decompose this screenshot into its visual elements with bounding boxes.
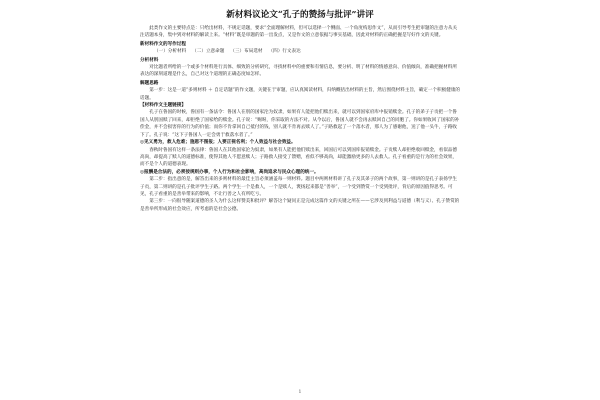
step1-paragraph: 第一步：这是一道“多则材料 ＋ 自定话题”的作文题，关键在于审题，应认真阅读材料，归纳概括出材料的主旨，然后围绕材料主旨，确定一个积极健康的话题。 (140, 88, 460, 101)
thought-line-1: ◎见义勇为，救人危难；施恩不图报；人要正视名利；个人效益与社会效益。 (140, 140, 296, 146)
step-item: （三）布局选材 (230, 49, 263, 55)
step3-paragraph: 第三步：一向很导随案道德的圣人为什么这样赞美和批评？解答这个疑问正是完成这篇作文的关键之所在——它涉及到利益与道德（利与义）、孔子赞赏的是善举所形成的社会效应，所考虑的是社会公德。 (140, 199, 460, 212)
section-heading-writing-process: 新材料作文的写作过程 (140, 41, 186, 47)
step2-paragraph: 第二步：指出意的是，解答出来的多则材料的最佳主旨必须涵盖每一则材料。题目中两则材料讲了孔子及其弟子的两个故事，第一则讲的是孔子表扬学生子贡，第二则讲的是孔子批评学生子路。两个学生一个是救人，一个是赎人，褒扬起来都是“善举”，一个受到赞赏一个受到批评，背后的原因值得思考。可见，孔子看重的是善举带来的影响，不让行善之人有所吃亏。 (140, 177, 457, 197)
analysis2-paragraph: 春秋时鲁国有这样一条法律：鲁国人在其他国家沦为奴隶，如果有人能把他们赎出来，回国后可以到国库报销赎金。子贡赎人却拒绝收回赎金，看似品德高尚，却提高了赎人的道德标准，使得其他人不愿意赎人；子路救人接受了馈赠，看似不够高尚，却能激励更多的人去救人。孔子看重的是行为的社会效果，而不是个人的道德表现。 (140, 147, 457, 168)
document-title: 新材料议论文“孔子的赞扬与批评”讲评 (226, 10, 374, 20)
page-number: 1 (298, 389, 302, 395)
steps-list (140, 48, 460, 55)
step-item: （二）立意命题 (192, 49, 225, 55)
section-heading-analyze: 分析材料 (140, 57, 159, 63)
step-item: （一）分析材料 (154, 49, 187, 55)
intro-paragraph: 此类作文的主要特点是：只给出材料，不规定话题，要求“全面理解材料，但可以选择一个侧面、一个角度构思作文”，从而引导考生把审题的注意力从关注话题本身，集中到对材料的解读上来。“材料”既是审题的第一出发点，又是作文的立意依据与事实基础，因此对材料的正确把握是写好作文的关键。 (140, 26, 458, 39)
step-item: （四）行文表达 (268, 49, 301, 55)
material-paragraph: 孔子在鲁国的时候，鲁国有一条法令：鲁国人在别的国家沦为奴隶，如果有人能把他们赎出来，就可以到国家府库中报销赎金。孔子的弟子子贡把一个鲁国人从别国赎了回来，却拒绝了国家给的赎金。孔子说：“赐呀，你采取的方法不对。从今以后，鲁国人就不会再去赎回自己的同胞了。你如果收回了国家的补偿金，并不会损害你的行为的价值；而你不肯拿回自己抵付的钱，别人就不肯再去赎人了。”子路救起了一个落水者，那人为了感谢他，送了他一头牛，子路收下了。孔子说：“这下子鲁国人一定会勇于救落水者了。” (140, 110, 460, 138)
material-label: 【材料作文主题链接】 (140, 103, 186, 109)
section-heading-approach: 解题思路 (140, 80, 159, 86)
analysis-paragraph: 对比题者所给的一个或多个材料进行具体、细致的分析研究，寻找材料中的重要和有情信息，要分析、明了材料的情感意向、价值倾向，准确把握材料所表达的深刻道理是什么，自己对这个道理的正确态度如怎样。 (140, 65, 457, 78)
thought-line-2: ◎报酬是合法的，必须按规则办事，个人行为和社会影响，高尚追求与民众心理的统一。 (140, 169, 319, 175)
